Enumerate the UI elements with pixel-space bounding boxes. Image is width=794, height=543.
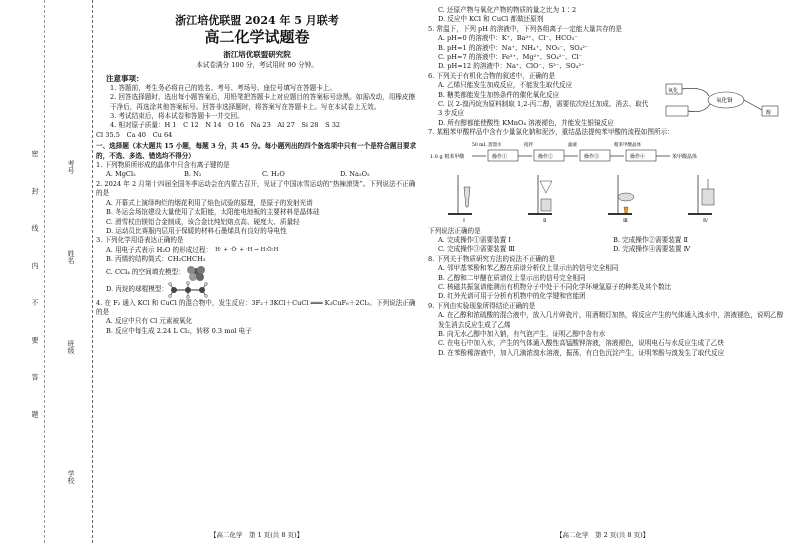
question-stem: 下列说法正确的是 [428, 226, 481, 235]
seal-line [44, 0, 45, 543]
option: A. 乙烯只能发生加成反应，不能发生取代反应 [438, 81, 573, 90]
class-label: 班级 [67, 340, 75, 354]
option: A. 邻甲基苯酚和苯乙醇在质谱分析仪上显示出的信号完全相同 [438, 264, 619, 273]
flow-sample: 1.0 g 粗苯甲酸 [430, 153, 465, 160]
question-9 [428, 302, 788, 358]
question-stem: 5. 常温下，下列 pH 的溶液中，下列各组离子一定能大量共存的是 [428, 24, 622, 33]
flow-filtrate: 滤液 [568, 142, 577, 148]
option: A. 用电子式表示 H₂O 的形成过程： [106, 245, 213, 254]
option: B. 冬运会场馆建设大量使用了太阳能，太阳能电池板的主要材料是晶体硅 [106, 208, 320, 217]
notes-item: Cl 35.5 Ca 40 Cu 64 [96, 130, 173, 139]
option: C. 核磁共振氢谱能测出有机物分子中处于不同化学环境氢原子的种类及其个数比 [438, 282, 672, 291]
option: A. 反应中只有 Cl 元素被氧化 [106, 317, 193, 326]
purification-flow-diagram [428, 138, 784, 168]
right-column [428, 6, 788, 358]
option: B. 完成操作②需要装置 Ⅱ [613, 235, 688, 244]
option: D. 运动员比赛服内层用于保暖的材料石墨烯具有良好的导电性 [106, 226, 287, 235]
option-row [96, 170, 418, 179]
option: C. H₂O [262, 170, 285, 179]
notes-item: 3. 考试结束后，将本试卷和答题卡一并交回。 [110, 112, 244, 121]
option: D. 在苯酚稀溶液中，加入几滴浓溴水溶液，振荡，有白色沉淀产生，证明苯酚与溴发生了取代反应 [438, 348, 725, 357]
seal-warning: 密 封 线 内 不 要 答 题 [31, 150, 39, 432]
question-3 [96, 236, 418, 298]
option: A. 完成操作①需要装置 Ⅰ [438, 235, 511, 244]
option: B. 丙烯的结构简式：CH₂CHCH₃ [106, 255, 206, 264]
apparatus-label-3: Ⅲ [623, 218, 628, 224]
flow-water: 50 mL 蒸馏水 [472, 142, 502, 148]
school-label: 学校 [67, 470, 75, 484]
notes-item: 1. 答题前，考生务必将自己的姓名、考号、考场号、座位号填写在答题卡上。 [110, 83, 336, 92]
option: D. 反应中 KCl 和 CuCl 都做还原剂 [438, 15, 544, 24]
option: B. 向无水乙醇中加入钠，有气泡产生，证明乙醇中含有水 [438, 329, 606, 338]
notes-heading: 注意事项： [106, 74, 144, 84]
binding-strip [0, 0, 93, 543]
option: D. 完成操作④需要装置 Ⅳ [613, 245, 691, 254]
apparatus-label-4: Ⅳ [703, 218, 708, 224]
option-row [428, 236, 788, 245]
option-c-row [96, 265, 418, 281]
ccl4-space-filling-model-figure [185, 265, 207, 281]
option: D. 丙烷的球棍模型： [106, 284, 168, 293]
option: C. 还原产物与氧化产物的物质的量之比为 1∶2 [438, 6, 577, 14]
option: B. 反应中每生成 2.24 L Cl₂，转移 0.3 mol 电子 [106, 326, 252, 335]
flow-product: 苯甲酸晶体 [672, 153, 698, 160]
exam-number-label: 考号 [67, 160, 75, 174]
flow-op3: 操作③ [584, 153, 600, 160]
question-8 [428, 255, 788, 302]
flow-op1: 操作① [492, 153, 508, 160]
footer-right: 【高二化学 第 2 页(共 8 页)】 [556, 531, 650, 539]
question-stem: 1. 下列物质所形成的晶体中只含有离子键的是 [96, 161, 230, 170]
question-4 [96, 299, 418, 337]
flow-op2: 操作② [538, 153, 554, 160]
question-stem: 2. 2024 年 2 月第十四届全国冬季运动会在内蒙古召开，见证了中国冰雪运动的“热辣滚烫”。下列说法不正确的是 [96, 179, 416, 198]
electron-formula-figure: H· + ·Ö· + ·H → H:Ö:H [215, 246, 279, 253]
question-2 [96, 180, 418, 236]
cycle-label-c: 醇 [766, 109, 772, 116]
option-row [428, 245, 788, 254]
apparatus-label-2: Ⅱ [543, 218, 547, 224]
exam-title: 浙江培优联盟 2024 年 5 月联考 [175, 14, 339, 27]
cycle-diagram [664, 80, 784, 122]
option: B. pH=1 的溶液中：Na⁺、NH₄⁺、NO₃⁻、SO₄²⁻ [438, 43, 589, 52]
option: C. 在电石中加入水，产生的气体通入酸性高锰酸钾溶液，溶液褪色，说明电石与水反应生成了乙炔 [438, 339, 724, 348]
option: C. CCl₄ 的空间填充模型： [106, 267, 185, 276]
option: D. 所有醇都能使酸性 KMnO₄ 溶液褪色，并能发生银镜反应 [438, 118, 614, 127]
option: C. 以 2-溴丙烷为原料制取 1,2-丙二醇，需要依次经过加成、消去、取代 3 步反应 [438, 100, 649, 118]
propane-ball-stick-figure [168, 281, 208, 299]
notes-item: 2. 回答选择题时，选出每小题答案后，用铅笔把答题卡上对应题目的答案标号涂黑。如需改动，用橡皮擦干净后，再选涂其他答案标号。回答非选择题时，将答案写在答题卡上。写在本试卷上无效。 [110, 93, 416, 111]
cycle-label-a: 氧化 [668, 87, 679, 94]
option: C. 完成操作③需要装置 Ⅲ [438, 245, 515, 254]
option: B. 乙醇和二甲醚在质谱仪上显示出的信号完全相同 [438, 273, 586, 282]
apparatus-label-1: Ⅰ [463, 218, 465, 224]
name-label: 姓名 [67, 250, 75, 264]
option: A. pH=0 的溶液中：K⁺、Ba²⁺、Cl⁻、HCO₃⁻ [438, 34, 578, 43]
question-stem: 6. 下列关于有机化合物的叙述中，正确的是 [428, 71, 556, 80]
notes-item: 4. 相对原子质量：H 1 C 12 N 14 O 16 Na 23 Al 27 Si 28 S 32 [110, 121, 341, 130]
question-1 [96, 161, 418, 180]
option-d-row [96, 281, 418, 299]
option: D. 红外光谱可用于分析有机物中的化学键和官能团 [438, 292, 586, 301]
option-a-row [96, 246, 418, 255]
question-stem: 4. 在 F₂ 通入 KCl 和 CuCl 的混合物中，发生反应：3F₂＋3KCl＋CuCl ═══ K₃CuF₆＋2Cl₂。下列说法正确的是 [96, 298, 416, 316]
option: B. 糖类都能发生加热条件的催化氧化反应 [438, 90, 560, 99]
question-5 [428, 25, 788, 72]
option: A. MgCl₂ [106, 170, 136, 179]
question-stem: 3. 下列化学用语表达正确的是 [96, 236, 184, 245]
option: A. 开幕式上演绎绚烂的烟花利用了焰色试验的原理，是原子的发射光谱 [106, 198, 313, 207]
option: D. Na₂O₂ [340, 170, 370, 179]
question-7-answers [428, 227, 788, 255]
apparatus-figures [428, 171, 784, 223]
footer-left: 【高二化学 第 1 页(共 8 页)】 [210, 531, 304, 539]
left-column [96, 6, 418, 336]
option: C. pH=7 的溶液中：Fe³⁺、Mg²⁺、SO₄²⁻、Cl⁻ [438, 53, 583, 62]
flow-op4: 操作④ [630, 153, 646, 160]
cycle-center-label: 氧化铜 [716, 97, 733, 104]
exam-org: 浙江培优联盟研究院 [223, 50, 291, 59]
question-stem: 8. 下列关于物质研究方法的说法不正确的是 [428, 254, 556, 263]
question-stem: 9. 下列由实验现象所得结论正确的是 [428, 301, 536, 310]
exam-meta: 本试卷满分 100 分，考试用时 90 分钟。 [196, 61, 318, 69]
option: D. pH=12 的溶液中：Na⁺、ClO⁻、S²⁻、SO₄²⁻ [438, 62, 585, 71]
section-heading: 一、选择题（本大题共 15 小题，每题 3 分，共 45 分。每小题列出的四个备选项中只有一个是符合题目要求的，不选、多选、错选均不得分） [96, 142, 417, 160]
option: B. N₂ [184, 170, 202, 179]
question-6 [428, 72, 788, 128]
question-stem: 7. 某粗苯甲酸样品中含有少量氯化钠和泥沙，重结晶法提纯苯甲酸的流程如图所示： [428, 128, 674, 137]
question-7 [428, 128, 788, 226]
option: C. 滑雪杖由镁铝合金制成，该合金比纯铝熔点高、硬度大、质量轻 [106, 217, 300, 226]
flow-crude: 粗苯甲酸晶体 [614, 142, 641, 148]
flow-stir: 搅拌 [524, 142, 533, 148]
option: A. 在乙醇和浓硫酸的混合液中，放入几片碎瓷片，用酒精灯加热，将反应产生的气体通入溴水中，溶液褪色，说明乙醇发生消去反应生成了乙烯 [438, 311, 784, 329]
exam-subject: 高二化学试题卷 [204, 28, 310, 46]
